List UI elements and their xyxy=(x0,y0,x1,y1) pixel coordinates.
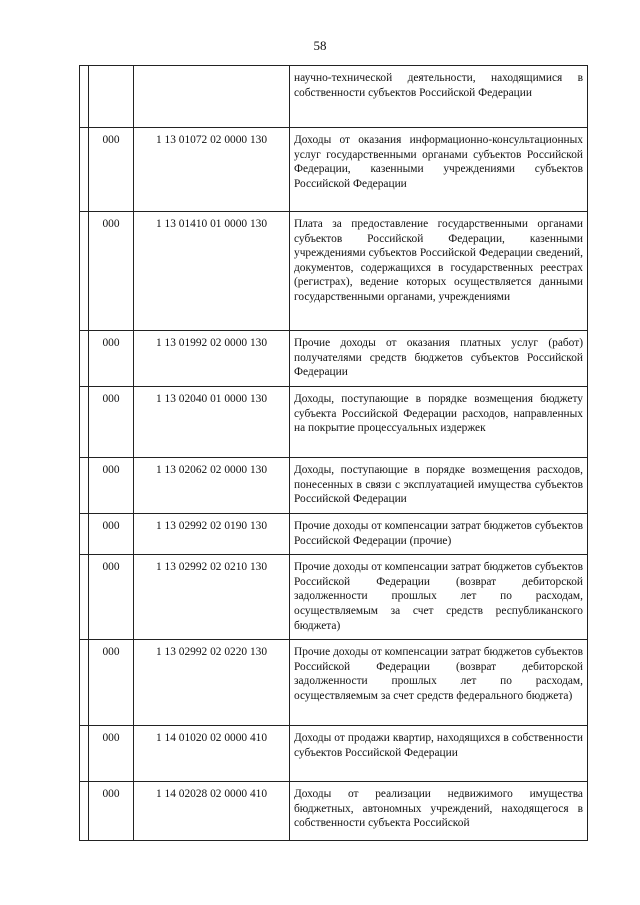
budget-code-cell: 1 13 02040 01 0000 130 xyxy=(134,387,290,458)
admin-code-cell: 000 xyxy=(89,726,134,782)
budget-code-cell: 1 13 01992 02 0000 130 xyxy=(134,331,290,387)
income-codes-table xyxy=(79,65,588,841)
margin-cell xyxy=(80,514,89,555)
margin-cell xyxy=(80,66,89,128)
admin-code-cell: 000 xyxy=(89,782,134,841)
table-row xyxy=(80,387,588,458)
table-row xyxy=(80,640,588,726)
margin-cell xyxy=(80,387,89,458)
description-cell: Прочие доходы от компенсации затрат бюджетов субъектов Российской Федерации (возврат дебиторской задолженности прошлых лет по расходам, осуществляемым за счет средств республиканского бюджета) xyxy=(290,555,588,640)
description-cell: Доходы от оказания информационно-консультационных услуг государственными органами субъектов Российской Федерации, казенными учреждениями субъектов Российской Федерации xyxy=(290,128,588,212)
table-row xyxy=(80,128,588,212)
admin-code-cell: 000 xyxy=(89,458,134,514)
table-row xyxy=(80,331,588,387)
budget-code-cell: 1 14 01020 02 0000 410 xyxy=(134,726,290,782)
table-row xyxy=(80,555,588,640)
description-cell: Прочие доходы от компенсации затрат бюджетов субъектов Российской Федерации (прочие) xyxy=(290,514,588,555)
description-cell: Доходы от реализации недвижимого имущества бюджетных, автономных учреждений, находящегося в собственности субъекта Российской xyxy=(290,782,588,841)
table-row xyxy=(80,458,588,514)
description-cell: Доходы, поступающие в порядке возмещения бюджету субъекта Российской Федерации расходов, направленных на покрытие процессуальных издержек xyxy=(290,387,588,458)
budget-code-cell: 1 13 01072 02 0000 130 xyxy=(134,128,290,212)
description-cell: Прочие доходы от компенсации затрат бюджетов субъектов Российской Федерации (возврат дебиторской задолженности прошлых лет по расходам, осуществляемым за счет средств федерального бюджета) xyxy=(290,640,588,726)
admin-code-cell: 000 xyxy=(89,212,134,331)
admin-code-cell xyxy=(89,66,134,128)
admin-code-cell: 000 xyxy=(89,331,134,387)
margin-cell xyxy=(80,726,89,782)
budget-code-cell: 1 13 01410 01 0000 130 xyxy=(134,212,290,331)
description-cell: Плата за предоставление государственными органами субъектов Российской Федерации, казенными учреждениями субъектов Российской Федерации сведений, документов, содержащихся в государственных реестрах (регистрах), ведение которых осуществляется данными государственными органами, учреждениями xyxy=(290,212,588,331)
page-number: 58 xyxy=(313,38,327,53)
budget-code-cell: 1 13 02062 02 0000 130 xyxy=(134,458,290,514)
table-row xyxy=(80,514,588,555)
admin-code-cell: 000 xyxy=(89,128,134,212)
table-row xyxy=(80,782,588,841)
description-cell: Доходы от продажи квартир, находящихся в собственности субъектов Российской Федерации xyxy=(290,726,588,782)
margin-cell xyxy=(80,555,89,640)
admin-code-cell: 000 xyxy=(89,514,134,555)
budget-code-cell xyxy=(134,66,290,128)
margin-cell xyxy=(80,782,89,841)
table-row xyxy=(80,212,588,331)
margin-cell xyxy=(80,331,89,387)
budget-code-cell: 1 13 02992 02 0210 130 xyxy=(134,555,290,640)
description-cell: Доходы, поступающие в порядке возмещения расходов, понесенных в связи с эксплуатацией имущества субъектов Российской Федерации xyxy=(290,458,588,514)
margin-cell xyxy=(80,640,89,726)
budget-code-cell: 1 14 02028 02 0000 410 xyxy=(134,782,290,841)
budget-code-cell: 1 13 02992 02 0190 130 xyxy=(134,514,290,555)
admin-code-cell: 000 xyxy=(89,555,134,640)
description-cell: Прочие доходы от оказания платных услуг (работ) получателями средств бюджетов субъектов Российской Федерации xyxy=(290,331,588,387)
table-row xyxy=(80,66,588,128)
budget-code-cell: 1 13 02992 02 0220 130 xyxy=(134,640,290,726)
margin-cell xyxy=(80,212,89,331)
description-cell: научно-технической деятельности, находящимися в собственности субъектов Российской Федерации xyxy=(290,66,588,128)
margin-cell xyxy=(80,128,89,212)
margin-cell xyxy=(80,458,89,514)
table-row xyxy=(80,726,588,782)
admin-code-cell: 000 xyxy=(89,640,134,726)
admin-code-cell: 000 xyxy=(89,387,134,458)
